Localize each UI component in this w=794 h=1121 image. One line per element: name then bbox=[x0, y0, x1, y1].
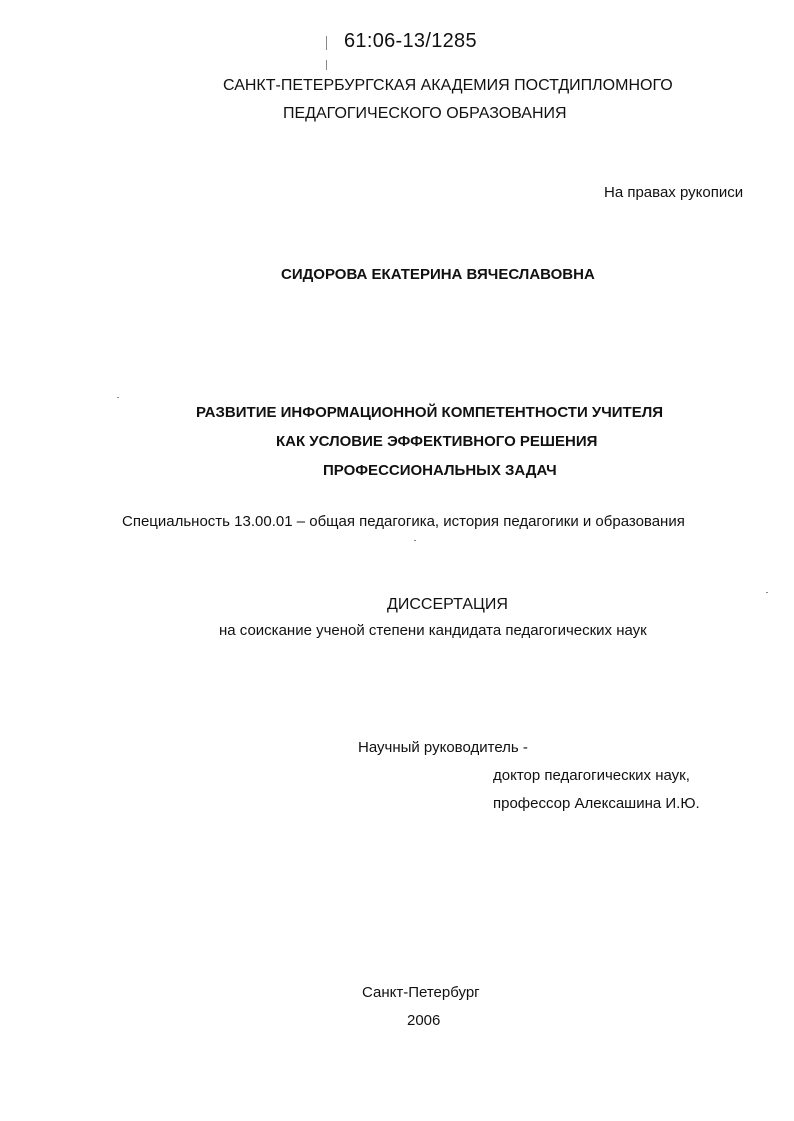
year: 2006 bbox=[407, 1012, 441, 1029]
scan-artifact-dot bbox=[117, 397, 119, 398]
city: Санкт-Петербург bbox=[362, 984, 480, 1001]
specialty-line: Специальность 13.00.01 – общая педагогика, история педагогики и образования bbox=[122, 513, 685, 530]
scan-artifact-dot bbox=[766, 592, 768, 593]
supervisor-name: профессор Алексашина И.Ю. bbox=[493, 795, 700, 812]
supervisor-label: Научный руководитель - bbox=[358, 739, 528, 756]
manuscript-rights-note: На правах рукописи bbox=[604, 184, 744, 201]
institution-line-2: ПЕДАГОГИЧЕСКОГО ОБРАЗОВАНИЯ bbox=[283, 105, 567, 122]
work-type: ДИССЕРТАЦИЯ bbox=[387, 596, 508, 613]
scan-artifact-dot bbox=[414, 540, 416, 541]
degree-line: на соискание ученой степени кандидата педагогических наук bbox=[219, 622, 647, 639]
author-name: СИДОРОВА ЕКАТЕРИНА ВЯЧЕСЛАВОВНА bbox=[281, 266, 595, 283]
catalog-number: 61:06-13/1285 bbox=[344, 30, 477, 52]
title-line-3: ПРОФЕССИОНАЛЬНЫХ ЗАДАЧ bbox=[323, 462, 557, 479]
title-line-2: КАК УСЛОВИЕ ЭФФЕКТИВНОГО РЕШЕНИЯ bbox=[276, 433, 598, 450]
institution-line-1: САНКТ-ПЕТЕРБУРГСКАЯ АКАДЕМИЯ ПОСТДИПЛОМНОГО bbox=[223, 77, 673, 94]
title-line-1: РАЗВИТИЕ ИНФОРМАЦИОННОЙ КОМПЕТЕНТНОСТИ УЧИТЕЛЯ bbox=[196, 404, 664, 421]
scan-artifact-line bbox=[326, 60, 327, 70]
scan-artifact-line bbox=[326, 36, 327, 50]
supervisor-degree: доктор педагогических наук, bbox=[493, 767, 690, 784]
